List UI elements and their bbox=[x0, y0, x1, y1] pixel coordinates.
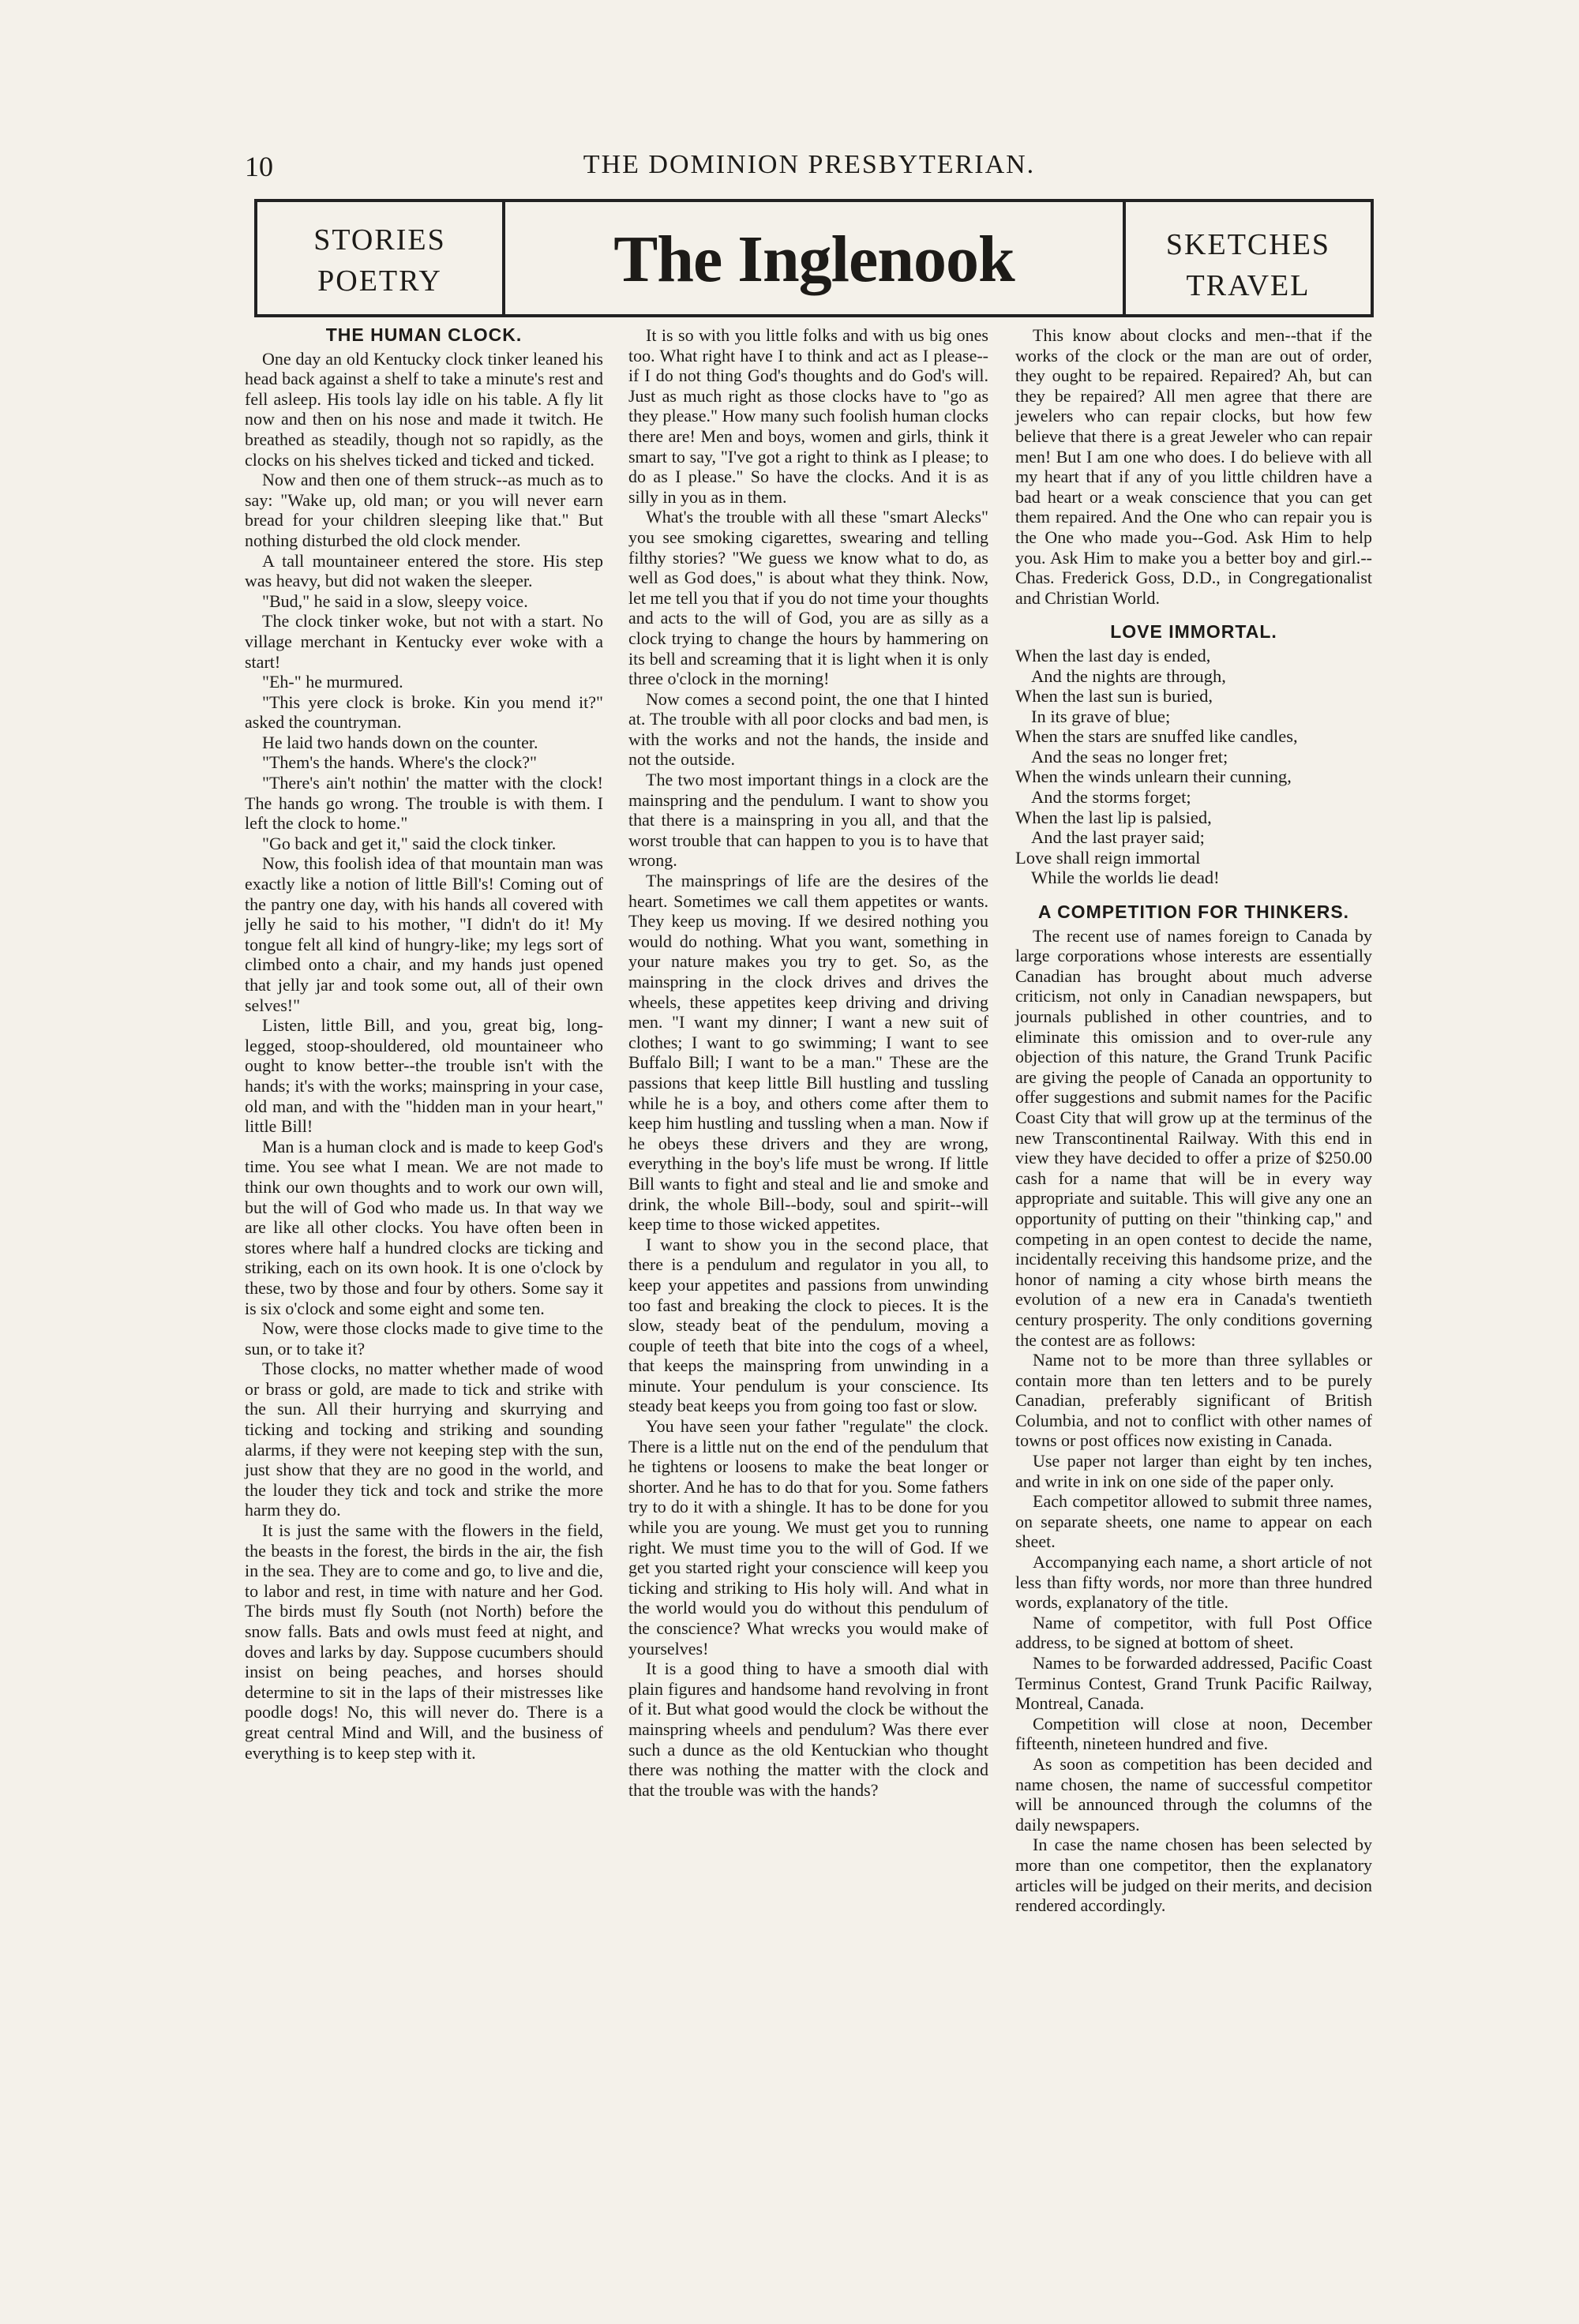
article-paragraph: "Them's the hands. Where's the clock?" bbox=[262, 752, 538, 773]
poem-line: When the last lip is palsied, bbox=[1015, 807, 1212, 827]
article-paragraph: In case the name chosen has been selected by more than one competitor, then the explanatory articles will be judged on their merits, and decision rendered accordingly. bbox=[1015, 1835, 1372, 1916]
article-paragraph: "Go back and get it," said the clock tinker. bbox=[262, 833, 557, 853]
column-2 bbox=[628, 325, 988, 1800]
article-paragraph: What's the trouble with all these "smart Alecks" you see smoking cigarettes, swearing and telling filthy stories? "We guess we know what to do, as well as God does," is about what they think. Now, let me tell you that if you do not time your thoughts and acts to the will of God, you are as silly as a clock trying to change the hours by hammering on its bell and screaming that it is light when it is only three o'clock in the morning! bbox=[628, 507, 988, 689]
article-paragraph: Each competitor allowed to submit three names, on separate sheets, one name to appear on each sheet. bbox=[1015, 1491, 1372, 1552]
article-title-human-clock: THE HUMAN CLOCK. bbox=[325, 324, 523, 345]
article-paragraph: I want to show you in the second place, that there is a pendulum and regulator in you all, to keep your appetites and passions from unwinding too fast and breaking the clock to pieces. It is the slow, steady beat of the pendulum, moving a couple of teeth that bite into the cogs of a wheel, that keeps the mainspring from unwinding in a minute. Your pendulum is your conscience. Its steady beat keeps you from going too fast or slow. bbox=[628, 1234, 988, 1416]
article-paragraph: Now, this foolish idea of that mountain man was exactly like a notion of little Bill's! Coming out of the pantry one day, with his hands all covered with jelly he said to his mother, "I didn't do it! My tongue felt all kind of hungry-like; my legs sort of climbed onto a chair, and my hands just opened that jelly jar and took some out, all of their own selves!" bbox=[245, 853, 603, 1015]
article-paragraph: Those clocks, no matter whether made of wood or brass or gold, are made to tick and strike with the sun. All their hurrying and skurrying and ticking and tocking and striking and sounding alarms, if they were not keeping step with the sun, just show that they are no good in the world, and the louder they tick and tock and strike the more harm they do. bbox=[245, 1359, 603, 1520]
poem-love-immortal bbox=[1015, 646, 1372, 888]
article-paragraph: The clock tinker woke, but not with a start. No village merchant in Kentucky ever woke with a start! bbox=[245, 611, 603, 672]
poem-title-love-immortal: LOVE IMMORTAL. bbox=[1110, 621, 1277, 643]
article-paragraph: Use paper not larger than eight by ten inches, and write in ink on one side of the paper only. bbox=[1015, 1451, 1372, 1491]
article-paragraph: As soon as competition has been decided and name chosen, the name of successful competitor will be announced through the columns of the daily newspapers. bbox=[1015, 1753, 1372, 1835]
column-1 bbox=[245, 325, 603, 1763]
banner-travel: TRAVEL bbox=[1186, 269, 1311, 302]
poem-line: And the storms forget; bbox=[1031, 787, 1191, 808]
poem-line: And the nights are through, bbox=[1031, 665, 1226, 686]
banner-right-box bbox=[1123, 202, 1374, 314]
article-paragraph: It is a good thing to have a smooth dial with plain figures and handsome hand revolving in front of it. But what good would the clock be without the mainspring wheels and pendulum? Was there ever such a dunce as the old Kentuckian who thought there was nothing the matter with the clock and that the trouble was with the hands? bbox=[628, 1659, 988, 1800]
article-paragraph: The recent use of names foreign to Canada by large corporations whose interests are essentially Canadian has brought about much adverse criticism, not only in Canadian newspapers, but journals published in other countries, and to eliminate this omission and to over-rule any objection of this nature, the Grand Trunk Pacific are giving the people of Canada an opportunity to offer suggestions and submit names for the Pacific Coast City that will grow up at the terminus of the new Transcontinental Railway. With this end in view they have decided to offer a prize of $250.00 cash for a name that will be in every way appropriate and suitable. This will give any one an opportunity of putting on their "thinking cap," and competing in an open contest to decide the name, incidentally receiving this handsome prize, and the honor of naming a city whose birth means the evolution of a new era in Canada's twentieth century prosperity. The only conditions governing the contest are as follows: bbox=[1015, 925, 1372, 1350]
poem-line: When the winds unlearn their cunning, bbox=[1015, 767, 1292, 787]
banner-left-box bbox=[254, 202, 505, 314]
article-paragraph: Now, were those clocks made to give time to the sun, or to take it? bbox=[245, 1318, 603, 1359]
article-paragraph: Man is a human clock and is made to keep God's time. You see what I mean. We are not made to think our own thoughts and to work our own will, but the will of God who made us. In that way we are like all other clocks. You have often been in stores where half a hundred clocks are ticking and striking, each on its own hook. It is one o'clock by these, two by those and four by others. Some say it is six o'clock and some eight and some ten. bbox=[245, 1136, 603, 1318]
article-paragraph: You have seen your father "regulate" the clock. There is a little nut on the end of the pendulum that he tightens or loosens to make the beat longer or shorter. And he has to do that for you. Some fathers try to do it with a shingle. It has to be done for you while you are young. We must get you to running right. We must time you to the will of God. If we get you started right your conscience will keep you ticking and striking to His holy will. And what in the world would you do without this pendulum of the conscience? What wrecks you would make of yourselves! bbox=[628, 1416, 988, 1659]
article-paragraph: Names to be forwarded addressed, Pacific Coast Terminus Contest, Grand Trunk Pacific Railway, Montreal, Canada. bbox=[1015, 1653, 1372, 1714]
poem-line: In its grave of blue; bbox=[1031, 706, 1171, 726]
article-paragraph: "Bud," he said in a slow, sleepy voice. bbox=[262, 590, 528, 611]
article-paragraph: "This yere clock is broke. Kin you mend it?" asked the countryman. bbox=[245, 692, 603, 733]
article-paragraph: Competition will close at noon, December fifteenth, nineteen hundred and five. bbox=[1015, 1713, 1372, 1754]
article-paragraph: "There's ain't nothin' the matter with the clock! The hands go wrong. The trouble is with them. I left the clock to home." bbox=[245, 773, 603, 834]
poem-line: When the last day is ended, bbox=[1015, 645, 1211, 665]
poem-line: When the stars are snuffed like candles, bbox=[1015, 726, 1298, 747]
article-paragraph: One day an old Kentucky clock tinker leaned his head back against a shelf to take a minute's rest and fell asleep. His tools lay idle on his table. A fly lit now and then on his nose and made it twitch. He breathed as steadily, though not so rapidly, as the clocks on his shelves ticked and ticked and ticked. bbox=[245, 348, 603, 470]
poem-line: When the last sun is buried, bbox=[1015, 686, 1213, 707]
article-paragraph: Listen, little Bill, and you, great big, long-legged, stoop-shouldered, old mountaineer who ought to know better--the trouble isn't with the hands; it's with the works; mainspring in your case, old man, and with the "hidden man in your heart," little Bill! bbox=[245, 1015, 603, 1137]
article-paragraph: Name not to be more than three syllables or contain more than ten letters and to be purely Canadian, preferably significant of British Columbia, and not to conflict with other names of towns or post offices now existing in Canada. bbox=[1015, 1350, 1372, 1451]
poem-line: And the seas no longer fret; bbox=[1031, 746, 1228, 767]
newspaper-title: THE DOMINION PRESBYTERIAN. bbox=[583, 150, 1036, 179]
article-paragraph: The mainsprings of life are the desires of the heart. Sometimes we call them appetites or wants. They keep us moving. If we desired nothing you would do nothing. What you want, something in your nature makes you try to get. So, as the mainspring in the clock drives and drives the wheels, these appetites keep driving and driving men. "I want my dinner; I want a new suit of clothes; I want to go swimming; I want to see Buffalo Bill; I want to be a man." These are the passions that keep little Bill hustling and tussling while he is a boy, and others come after them to keep him hustling and tussling when a man. Now if he obeys these drivers and they are wrong, everything in the boy's life must be wrong. If little Bill wants to fight and steal and lie and smoke and drink, the whole Bill--body, soul and spirit--will keep time to those wicked appetites. bbox=[628, 871, 988, 1235]
article-paragraph: Name of competitor, with full Post Office address, to be signed at bottom of sheet. bbox=[1015, 1612, 1372, 1653]
article-paragraph: "Eh-" he murmured. bbox=[262, 672, 403, 692]
page-header bbox=[245, 150, 1374, 189]
section-banner bbox=[254, 199, 1374, 317]
article-paragraph: This know about clocks and men--that if the works of the clock or the man are out of order, they ought to be repaired. Repaired? Ah, but can they be repaired? All men agree that there are jewelers who can repair clocks, but how few believe that there is a great Jeweler who can repair men! But I am one who does. I do believe with all my heart that if any of you little children have a bad heart or a weak conscience that you can get them repaired. And the One who can repair you is the One who made you--God. Ask Him to help you. Ask Him to make you a better boy and girl.--Chas. Frederick Goss, D.D., in Congregationalist and Christian World. bbox=[1015, 325, 1372, 608]
article-paragraph: It is so with you little folks and with us big ones too. What right have I to think and act as I please--if I do not thing God's thoughts and do God's will. Just as much right as those clocks have to "go as they please." How many such foolish human clocks there are! Men and boys, women and girls, think it smart to say, "I've got a right to think as I please; to do as I please." So have the clocks. And it is as silly in you as in them. bbox=[628, 325, 988, 507]
article-paragraph: Now and then one of them struck--as much as to say: "Wake up, old man; or you will never earn bread for your children sleeping like that." But nothing disturbed the old clock mender. bbox=[245, 470, 603, 550]
poem-line: While the worlds lie dead! bbox=[1031, 868, 1220, 888]
article-paragraph: Now comes a second point, the one that I hinted at. The trouble with all poor clocks and bad men, is with the works and not the hands, the inside and not the outside. bbox=[628, 688, 988, 770]
article-title-competition: A COMPETITION FOR THINKERS. bbox=[1037, 901, 1350, 923]
section-title: The Inglenook bbox=[613, 223, 1015, 296]
poem-line: And the last prayer said; bbox=[1031, 827, 1205, 848]
banner-stories: STORIES bbox=[313, 223, 446, 257]
column-3 bbox=[1015, 325, 1372, 1916]
article-paragraph: A tall mountaineer entered the store. His step was heavy, but did not waken the sleeper. bbox=[245, 550, 603, 591]
article-paragraph: He laid two hands down on the counter. bbox=[262, 732, 538, 752]
banner-sketches: SKETCHES bbox=[1165, 228, 1331, 261]
page-number: 10 bbox=[245, 151, 273, 182]
article-paragraph: Accompanying each name, a short article of not less than fifty words, nor more than three hundred words, explanatory of the title. bbox=[1015, 1552, 1372, 1613]
banner-poetry: POETRY bbox=[317, 264, 442, 298]
poem-line: Love shall reign immortal bbox=[1015, 847, 1201, 868]
article-paragraph: The two most important things in a clock are the mainspring and the pendulum. I want to show you that there is a mainspring in you all, and that the worst trouble that can happen to you is to have that wrong. bbox=[628, 770, 988, 871]
article-paragraph: It is just the same with the flowers in the field, the beasts in the forest, the birds in the air, the fish in the sea. They are to come and go, to live and die, to labor and rest, in time with nature and her God. The birds must fly South (not North) before the snow falls. Bats and owls must feed at night, and doves and larks by day. Suppose cucumbers should insist on being peaches, and horses should determine to sit in the laps of their mistresses like poodle dogs! No, this will never do. There is a great central Mind and Will, and the business of everything is to keep step with it. bbox=[245, 1520, 603, 1763]
